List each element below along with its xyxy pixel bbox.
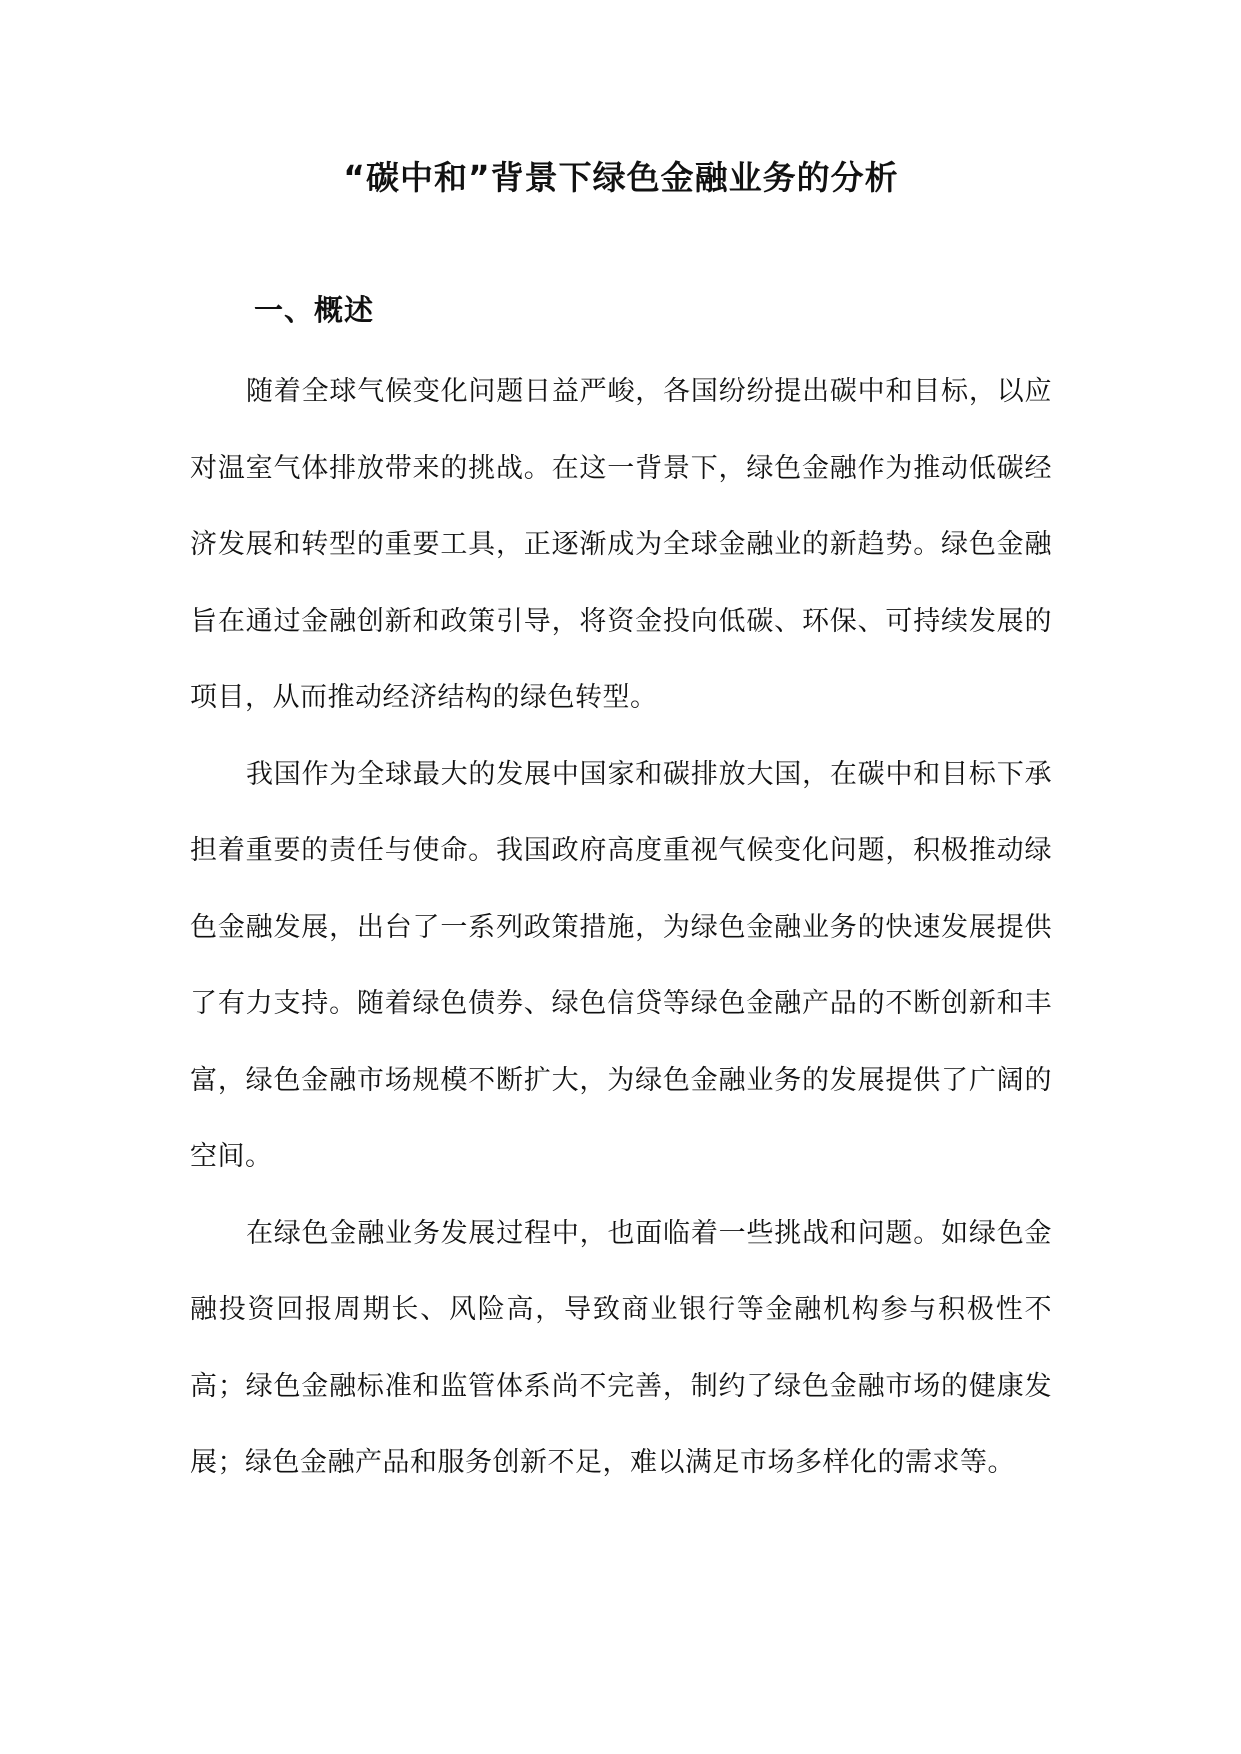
section-heading: 一、概述	[254, 293, 375, 327]
paragraph-1: 随着全球气候变化问题日益严峻，各国纷纷提出碳中和目标，以应对温室气体排放带来的挑战。在这一背景下，绿色金融作为推动低碳经济发展和转型的重要工具，正逐渐成为全球金融业的新趋势。绿色金融旨在通过金融创新和政策引导，将资金投向低碳、环保、可持续发展的项目，从而推动经济结构的绿色转型。	[190, 376, 1052, 713]
paragraph-2: 我国作为全球最大的发展中国家和碳排放大国，在碳中和目标下承担着重要的责任与使命。我国政府高度重视气候变化问题，积极推动绿色金融发展，出台了一系列政策措施，为绿色金融业务的快速发展提供了有力支持。随着绿色债券、绿色信贷等绿色金融产品的不断创新和丰富，绿色金融市场规模不断扩大，为绿色金融业务的发展提供了广阔的空间。	[190, 758, 1052, 1172]
document-title: “碳中和”背景下绿色金融业务的分析	[343, 158, 899, 197]
paragraph-3: 在绿色金融业务发展过程中，也面临着一些挑战和问题。如绿色金融投资回报周期长、风险高，导致商业银行等金融机构参与积极性不高；绿色金融标准和监管体系尚不完善，制约了绿色金融市场的健康发展；绿色金融产品和服务创新不足，难以满足市场多样化的需求等。	[190, 1217, 1052, 1478]
document-content	[190, 150, 1052, 1502]
section-overview	[190, 286, 1052, 1502]
